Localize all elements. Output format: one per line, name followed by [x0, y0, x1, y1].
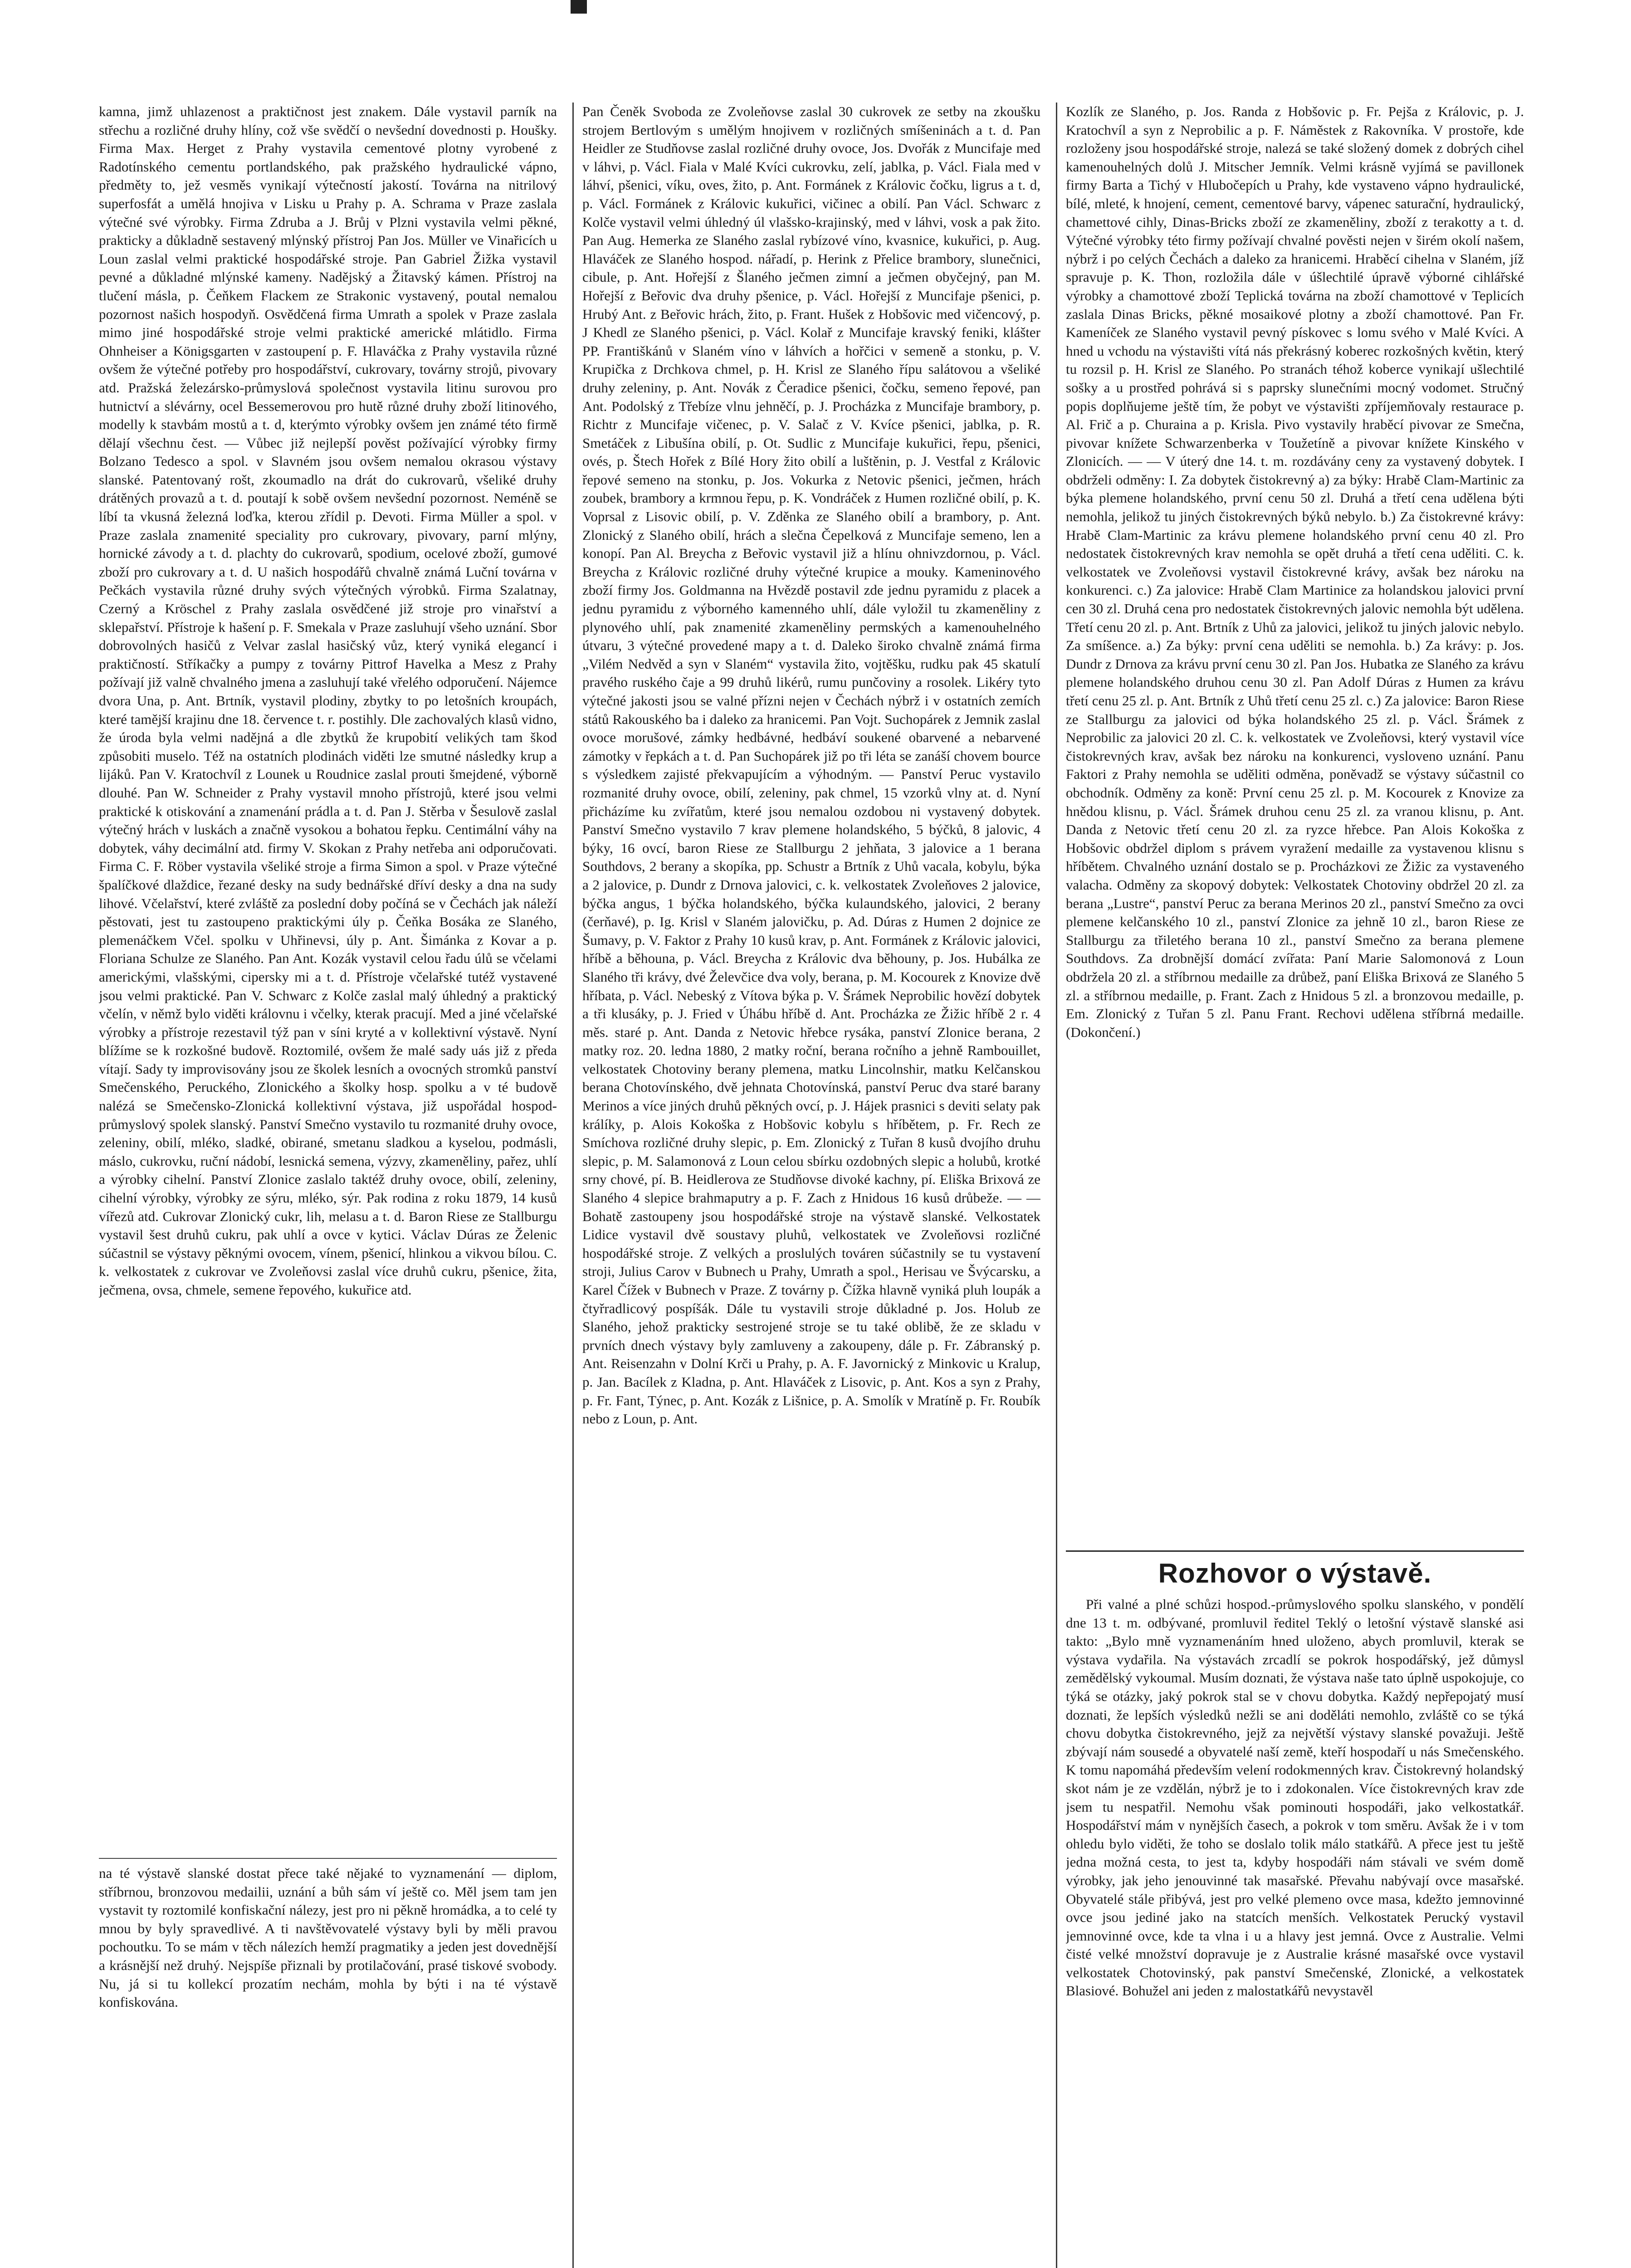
page-top-mark — [571, 0, 587, 14]
column-2-text: Pan Čeněk Svoboda ze Zvoleňovse zaslal 30 cukrovek ze setby na zkoušku strojem Bertlovým s umělým hnojivem v rozličných smíšeninách a t. d. Pan Heidler ze Studňovse zaslal rozličné druhy ovoce, Jos. Dvořák z Muncifaje med v láhvi, p. Václ. Fiala v Malé Kvíci cukrovku, zelí, jablka, p. Václ. Fiala med v láhví, pšenici, víku, oves, žito, p. Ant. Formánek z Královic čočku, ligrus a t. d, p. Václ. Formánek z Královic kukuřici, vičinec a obilí. Pan Václ. Schwarc z Kolče vystavil velmi úhledný úl vlašsko-krajinský, med v láhvi, vosk a pak žito. Pan Aug. Hemerka ze Slaného zaslal rybízové víno, kvasnice, kukuřici, p. Aug. Hlaváček ze Slaného hospod. nářadí, p. Herink z Přelice brambory, slunečnici, cibule, p. Ant. Hořejší z Šlaného ječmen zimní a ječmen obyčejný, pan M. Hořejší z Beřovic dva druhy pšenice, p. Václ. Hořejší z Muncifaje pšenici, p. Hrubý Ant. z Beřovic hrách, žito, p. Frant. Hušek z Hobšovic med vičencový, p. J Khedl ze Slaného pšenici, p. Václ. Kolař z Muncifaje kravský feniki, klášter PP. Františkánů v Slaném víno v láhvích a hořčici v semeně a stonku, p. V. Krupička z Drchkova chmel, p. H. Krisl ze Slaného řípu salátovou a všeliké druhy zeleniny, p. Ant. Novák z Čeradice pšenici, čočku, semeno řepové, pan Ant. Podolský z Třebíze vlnu jehněčí, p. J. Procházka z Muncifaje brambory, p. Richtr z Muncifaje vičenec, p. V. Salač z V. Kvíce pšenici, jablka, p. R. Smetáček z Libušína obilí, p. Ot. Sudlic z Muncifaje kukuřici, řepu, pšenici, ovés, p. Štech Hořek z Bílé Hory žito obilí a luštěnin, p. J. Vestfal z Královic řepové semeno na stonku, p. Jos. Vokurka z Netovic pšenici, ječmen, hrách zoubek, brambory a krmnou řepu, p. K. Vondráček z Humen rozličné obilí, p. K. Voprsal z Lisovic obilí, p. V. Zděnka ze Slaného obilí a brambory, p. Ant. Zlonický z Slaného obilí, hrách a slečna Čepelková z Muncifaje semeno, len a konopí. Pan Al. Breycha z Beřovic vystavil již a hlínu ohnivzdornou, p. Václ. Breycha z Královic rozličné druhy výtečné krupice a mouky. Kameninového zboží firmy Jos. Goldmanna na Hvězdě postavil zde jednu pyramidu z placek a jednu pyramidu z výborného kamenného uhlí, dále vyložil tu zkameněliny z plynového uhlí, pak znamenité zkameněliny permských a kamenouhelného útvaru, 3 výtečné provedené mapy a t. d. Daleko široko chvalně známá firma „Vilém Nedvěd a syn v Slaném“ vystavila žito, vojtěšku, rudku pak 45 skatulí pravého ruského čaje a 99 druhů likérů, rumu punčoviny a rosolek. Likéry tyto výtečné jakosti jsou se valné přízni nejen v Čechách nýbrž i v ostatních zemích států Rakouského ba i daleko za hranicemi. Pan Vojt. Suchopárek z Jemnik zaslal ovoce morušové, zámky hedbávné, hedbáví soukené obarvené a nebarvené zámotky v řepkách a t. d. Pan Suchopárek již po tři léta se zanáší chovem bource s výsledkem zajisté překvapujícím a výhodným. — Panství Peruc vystavilo rozmanité druhy ovoce, obilí, zeleniny, pak chmel, 15 vzorků vlny at. d. Nyní přicházíme ku zvířatům, které jsou nemalou ozdobou ni vystavený dobytek. Panství Smečno vystavilo 7 krav plemene holandského, 5 býčků, 8 jalovic, 4 býky, 16 ovcí, baron Riese ze Stallburgu 2 jehňata, 3 jalovice a 1 berana Southdovs, 2 berany a skopíka, pp. Schustr a Brtník z Uhů vacala, kobylu, býka a 2 jalovice, p. Dundr z Drnova jalovici, c. k. velkostatek Zvoleňoves 2 jalovice, býčka angus, 1 býčka holandského, býčka kulaundského, jalovici, 2 berany (čerňavé), p. Ig. Krisl v Slaném jalovičku, p. Ad. Dúras z Humen 2 dojnice ze Šumavy, p. V. Faktor z Prahy 10 kusů krav, p. Ant. Formánek z Královic jalovici, hříbě a běhouna, p. Václ. Breycha z Královic dva běhouny, p. Jos. Hubálka ze Slaného tři krávy, dvé Želevčice dva voly, berana, p. M. Kocourek z Knovize dvě hříbata, p. Václ. Nebeský z Vítova býka p. V. Šrámek Neprobilic hovězí dobytek a tři klusáky, p. J. Fried v Úhábu hříbě d. Ant. Procházka ze Žižic hříbě 2 r. 4 měs. staré p. Ant. Danda z Netovic hřebce rysáka, panství Zlonice berana, 2 matky roz. 20. ledna 1880, 2 matky roční, berana ročního a jehně Rambouillet, velkostatek Chotoviny berany plemena, matku Lincolnshir, matku Kelčanskou berana Chotovínského, dvě jehnata Chotovínská, panství Peruc dva staré barany Merinos a více jiných druhů pěkných ovcí, p. J. Hájek prasnici s deviti selaty pak králíky, p. Alois Kokoška z Hobšovic kobylu s hříbětem, p. Fr. Rech ze Smíchova rozličné druhy slepic, p. Em. Zlonický z Tuřan 8 kusů dvojího druhu slepic, p. M. Salamonová z Loun celou sbírku ozdobných slepic a holubů, krotké srny chové, pí. B. Heidlerova ze Studňovse divoké kachny, pí. Eliška Brixová ze Slaného 4 slepice brahmaputry a p. F. Zach z Hnidous 16 kusů drůbeže. — — Bohatě zastoupeny jsou hospodářské stroje na výstavě slanské. Velkostatek Lidice vystavil dvě soustavy pluhů, velkostatek ve Zvoleňovsi rozličné hospodářské stroje. Z velkých a proslulých továren súčastnily se tu vystavení stroji, Julius Carov v Bubnech u Prahy, Umrath a spol., Herisau ve Švýcarsku, a Karel Čížek v Bubnech v Praze. Z továrny p. Čížka hlavně vyniká pluh loupák a čtyřradlicový pospíšák. Dále tu vystavili stroje důkladné p. Jos. Holub ze Slaného, jehož prakticky sestrojené stroje se tu také oblibě, že ze skladu v prvních dnech výstavy byly zamluveny a zakoupeny, dále p. Fr. Zábranský p. Ant. Reisenzahn v Dolní Krči u Prahy, p. A. F. Javornický z Minkovic u Kralup, p. Jan. Bacílek z Kladna, p. Ant. Hlaváček z Lisovic, p. Ant. Kos a syn z Prahy, p. Fr. Fant, Týnec, p. Ant. Kozák z Lišnice, p. A. Smolík v Mratíně p. Fr. Roubík nebo z Loun, p. Ant. — [582, 103, 1040, 1427]
column-1-lower — [99, 1864, 557, 2268]
column-1-text: kamna, jimž uhlazenost a praktičnost jest znakem. Dále vystavil parník na střechu a rozličné druhy hlíny, což vše svědčí o nevšední dovednosti p. Houšky. Firma Max. Herget z Prahy vystavila cementové plotny vyrobené z Radotínského cementu portlandského, pak pražského hydraulické vápno, předměty to, jež vesměs vynikají výtečností jakostí. Továrna na nitrilový superfosfát a umělá hnojiva v Lisku u Prahy p. A. Schrama v Praze zaslala výtečné své výrobky. Firma Zdruba a J. Brůj v Plzni vystavila velmi pěkné, prakticky a důkladně sestavený mlýnský přístroj Pan Jos. Müller ve Vinařicích u Loun zaslal velmi praktické hospodářské stroje. Pan Gabriel Žižka vystavil pevné a důkladné mlýnské kameny. Nadějský a Žitavský kámen. Přístroj na tlučení másla, p. Čeňkem Flackem ze Strakonic vystavený, poutal nemalou pozornost našich hospodyň. Osvědčená firma Umrath a spolek v Praze zaslala mimo jiné hospodářské stroje velmi praktické americké mlátidlo. Firma Ohnheiser a Königsgarten v zastoupení p. F. Hlaváčka z Prahy vystavila různé ovšem že výtečné potřeby pro hospodářství, cukrovary, továrny strojů, pivovary atd. Pražská železársko-průmyslová společnost vystavila litinu surovou pro hutnictví a slévárny, ocel Bessemerovou pro hutě různé druhy zboží litinového, modelly k stavbám mostů a t. d, kterýmto výrobky ovšem jen známé této firmě dělají všechnu čest. — Vůbec již nejlepší pověst požívající výrobky firmy Bolzano Tedesco a spol. v Slavném jsou ovšem nemalou okrasou výstavy slanské. Patentovaný rošt, zkoumadlo na drát do cukrovarů, všeliké druhy drátěných provazů a t. d. poutají k sobě ovšem nevšední pozornost. Neméně se líbí ta vkusná železná loďka, kterou zřídil p. Devoti. Firma Müller a spol. v Praze zaslala znamenité speciality pro cukrovary, pivovary, parní mlýny, hornické závody a t. d. plachty do cukrovarů, spodium, ocelové zboží, gumové zboží pro cukrovary a t. d. U našich hospodářů chvalně známá Luční továrna v Pečkách vystavila různé druhy svých výtečných výrobků. Firma Szalatnay, Czerný a Kröschel z Prahy zaslala osvědčené již stroje pro vinařství a sklepařství. Přístroje k hašení p. F. Smekala v Praze zasluhují všeho uznání. Sbor dobrovolných hasičů z Velvar zaslal hasičský vůz, který vyniká elegancí i praktičností. Stříkačky a pumpy z továrny Pittrof Havelka a Mesz z Prahy požívají již valně chvalného jmena a zasluhují také vřelého odporučení. Nájemce dvora Una, p. Ant. Brtník, vystavil plodiny, zbytky to po letošních kroupách, které tamější krajinu dne 18. července t. r. postihly. Dle zachovalých klasů vidno, že úroda byla velmi nadějná a dle zbytků že krupobití velikých tam škod způsobiti muselo. Též na ostatních plodinách viděti lze smutné následky krup a lijáků. Pan V. Kratochvíl z Lounek u Roudnice zaslal prouti šmejdené, výborně dlouhé. Pan W. Schneider z Prahy vystavil mnoho přístrojů, které jsou velmi praktické k otiskování a znamenání prádla a t. d. Pan J. Stěrba v Šesulově zaslal výtečný hrách v luskách a značně vysokou a bohatou řepku. Centimální váhy na dobytek, váhy decimální atd. firmy V. Skokan z Prahy netřeba ani odporučovati. Firma C. F. Röber vystavila všeliké stroje a firma Simon a spol. v Praze výtečné špalíčkové dlaždice, řezané desky na sudy bednářské dříví desky a dna na sudy lihové. Včelařství, které zvláště za poslední doby počíná se v Čechách jak náleží pěstovati, jest tu zastoupeno praktickými úly p. Čeňka Bosáka ze Slaného, plemenáčkem Včel. spolku v Uhřinevsi, úly p. Ant. Šimánka z Kovar a p. Floriana Schulze ze Slaného. Pan Ant. Kozák vystavil celou řadu úlů se včelami americkými, vlašskými, cipersky mi a t. d. Přístroje včelařské tutéž vystavené jsou velmi praktické. Pan V. Schwarc z Kolče zaslal malý úhledný a praktický včelín, v němž bylo viděti královnu i včelky, kterak pracují. Med a jiné včelařské výrobky a přístroje rezestavil týž pan v síni kryté a v kollektivní výstavě. Nyní blížíme se k rozkošné budově. Roztomilé, ovšem že malé sady uás již z předa vítají. Sady ty improvisovány jsou ze školek lesních a ovocných stromků panství Smečenského, Peruckého, Zlonického a školky hosp. spolku a v té budově nalézá se Smečensko-Zlonická kollektivní výstava, již uspořádal hospod-průmyslový spolek slanský. Panství Smečno vystavilo tu rozmanité druhy ovoce, zeleniny, obilí, mléko, sladké, obirané, smetanu sladkou a kyselou, podmásli, máslo, cukrovku, ruční nádobí, lesnická semena, výzvy, zkameněliny, pařez, uhlí a výrobky cihelní. Panství Zlonice zaslalo taktéž druhy ovoce, obilí, zeleniny, cihelní výrobky, výrobky ze sýru, mléko, sýr. Pak rodina z roku 1879, 14 kusů vířezů atd. Cukrovar Zlonický cukr, lih, melasu a t. d. Baron Riese ze Stallburgu vystavil šest druhů cukru, pak uhlí a ovce v kytici. Václav Dúras ze Želenic súčastnil se výstavy pěknými ovocem, vínem, pšenicí, hlinkou a vikvou bílou. C. k. velkostatek z cukrovar ve Zvoleňovsi zaslal více druhů cukru, pšenice, žita, ječmena, ovsa, chmele, semene řepového, kukuřice atd. — [99, 103, 557, 1298]
section-divider — [1066, 1550, 1524, 1552]
column-2 — [582, 103, 1040, 2268]
column-1 — [99, 103, 557, 2268]
column-3-upper — [1066, 103, 1524, 1546]
column-1-upper — [99, 103, 557, 1854]
column-3-article-text: Při valné a plné schůzi hospod.-průmyslového spolku slanského, v pondělí dne 13 t. m. odbývané, promluvil ředitel Teklý o letošní výstavě slanské asi takto: „Bylo mně vyznamenáním hned uloženo, abych promluvil, kterak se výstava vydařila. Na výstavách zrcadlí se pokrok hospodářský, jež důmysl zemědělský vykoumal. Musím doznati, že výstava naše tato úplně uspokojuje, co týká se otázky, jaký pokrok stal se v chovu dobytka. Každý nepřepojatý musí doznati, že lepších výsledků nežli se ani doděláti nemohlo, zvláště co se týká chovu dobytka čistokrevného, jejž za největší výstavy slanské považuji. Ještě zbývají nám sousedé a obyvatelé naší země, kteří hospodaří u nás Smečenského. K tomu napomáhá především velení rodokmenných krav. Čistokrevný holandský skot nám je ze vzdělán, nýbrž je to i zdokonalen. Více čistokrevných krav zde jsem tu nespatřil. Nemohu však pominouti hospodáři, jako velkostatkář. Hospodářství mám v nynějších časech, a pokrok v tom směru. Avšak že i v tom ohledu bylo viděti, že toho se doslalo tolik málo statkářů. A přece jest tu ještě jedna možná cesta, to jest ta, kdyby hospodáři nám stávali ve svém domě výrobky, jak jeho jenouvinné tak masařské. Převahu nabývají ovce masařské. Obyvatelé stále přibývá, jest pro velké plemeno ovce masa, kdežto jemnovinné ovce jsou jediné jako na statcích menších. Velkostatek Perucký vystavil jemnovinné ovce, kde ta vlna i u a hlavy jest jemná. Ovce z Australie. Velmi čisté velké množství dopravuje je z Australie krásné masařské ovce vystavil velkostatek Chotovinský, pak panství Smečenské, Zlonické, a velkostatek Blasiové. Bohužel ani jeden z malostatkářů nevystavěl — [1066, 1596, 1524, 1999]
column-1-feuilleton-text: na té výstavě slanské dostat přece také nějaké to vyznamenání — diplom, stříbrnou, bronzovou medailii, uznání a bůh sám ví ještě co. Měl jsem tam jen vystavit ty roztomilé konfiskační nálezy, jest pro ni pěkně hromádka, a to celé ty mnou by byly spravedlivé. A ti navštěvovatelé výstavy byli by měli pravou pochoutku. To se mám v těch nálezích hemží pragmatiky a jeden jest dovednější a krásnější než druhý. Nejspíše přiznali by protilačování, prasé tiskové svobody. Nu, já si tu kollekcí prozatím nechám, mohla by býti i na té výstavě konfiskována. — [99, 1865, 557, 2010]
column-1-divider — [99, 1858, 557, 1859]
column-rule-1 — [572, 103, 574, 2268]
column-rule-2 — [1056, 103, 1057, 2268]
column-3-lower — [1066, 1595, 1524, 2268]
section-heading: Rozhovor o výstavě. — [1158, 1558, 1432, 1589]
column-3 — [1066, 103, 1524, 2268]
column-3-text: Kozlík ze Slaného, p. Jos. Randa z Hobšovic p. Fr. Pejša z Královic, p. J. Kratochvíl a syn z Neprobilic a p. F. Náměstek z Rakovníka. V prostoře, kde rozloženy jsou hospodářské stroje, nalezá se také složený domek z dobrých cihel kamenouhelných dolů J. Mitscher Jemník. Velmi krásně vyjímá se pavillonek firmy Barta a Tichý v Hlubočepích u Prahy, kde vystaveno vápno hydraulické, bílé, mleté, k hnojení, cement, cementové barvy, vápenec saturační, hydraulický, chamettové cihly, Dinas-Bricks zboží ze zkameněliny, zboží z terakotty a t. d. Výtečné výrobky této firmy požívají chvalné pověsti nejen v širém okolí našem, nýbrž i po celých Čechách a daleko za hranicemi. Hraběcí cihelna v Slaném, jíž spravuje p. K. Thon, rozložila dále v úšlechtilé úpravě výborné cihlářské výrobky a chamottové zboží Teplická továrna na zboží chamottové v Teplicích zaslala Dinas Bricks, pěkné mosaikové plotny a zboží chamottové. Pan Fr. Kameníček ze Slaného vystavil pevný pískovec s lomu svého v Malé Kvíci. A hned u vchodu na výstavišti vítá nás překrásný koberec rozkošných květin, který tu rozsil p. H. Krisl ze Slaného. Po stranách téhož koberce vynikají ušlechtilé sošky a u prostřed pohrává si s paprsky slunečními mocný vodomet. Stručný popis doplňujeme ještě tím, že pobyt ve výstavišti zpříjemňovaly restaurace p. Al. Frič a p. Churaina a p. Krisla. Pivo vystavily hraběcí pivovar ze Smečna, pivovar knížete Schwarzenberka v Toužetíně a pivovar knížete Kinského v Zlonicích. — — V úterý dne 14. t. m. rozdávány ceny za vystavený dobytek. I obdrželi odměny: I. Za dobytek čistokrevný a) za býky: Hrabě Clam-Martinic za býka plemene holandského, první cenu 50 zl. Druhá a třetí cena udělena býti nemohla, jelikož tu jiných čistokrevných býků nebylo. b.) Za čistokrevné krávy: Hrabě Clam-Martinic za krávu plemene holandského první cenu 40 zl. Pro nedostatek čistokrevných krav nemohla se opět druhá a třetí cena uděliti. C. k. velkostatek ve Zvoleňovsi vystavil čistokrevné krávy, avšak bez nároku na konkurenci. c.) Za jalovice: Hrabě Clam Martinice za holandskou jalovici první cen 30 zl. Druhá cena pro nedostatek čistokrevných jalovic nemohla být udělena. Třetí cenu 20 zl. p. Ant. Brtník z Uhů za jalovici, jelikož tu jiných jalovic nebylo. Za smíšence. a.) Za býky: první cena uděliti se nemohla. b.) Za krávy: p. Jos. Dundr z Drnova za krávu první cenu 30 zl. Pan Jos. Hubatka ze Slaného za krávu plemene holandského druhou cenu 30 zl. Pan Adolf Dúras z Humen za krávu třetí cenu 25 zl. p. Ant. Brtník z Uhů třetí cenu 25 zl. c.) Za jalovice: Baron Riese ze Stallburgu za jalovici od býka holandského 25 zl. p. Václ. Šrámek z Neprobilic za jalovici 20 zl. C. k. velkostatek ve Zvoleňovsi, který vystavil více čistokrevných krav, avšak bez nároku na konkurenci, vysloveno uznání. Panu Faktori z Prahy nemohla se uděliti odměna, poněvadž se výstavy súčastnil co obchodník. Odměny za koně: První cenu 25 zl. p. M. Kocourek z Knovize za hnědou klisnu, p. Václ. Šrámek druhou cenu 25 zl. za vranou klisnu, p. Ant. Danda z Netovic třetí cenu 20 zl. za ryzce hřebce. Pan Alois Kokoška z Hobšovic obdržel diplom s právem vyražení medaille za vystavenou klisnu s hříbětem. Chvalného uznání dostalo se p. Procházkovi ze Žižic za vystaveného valacha. Odměny za skopový dobytek: Velkostatek Chotoviny obdržel 20 zl. za berana „Lustre“, panství Peruc za berana Merinos 20 zl., panství Smečno za ovci plemene kelčanského 10 zl., panství Zlonice za jehně 10 zl., baron Riese ze Stallburgu za třiletého berana 10 zl., panství Smečno za berana plemene Southdovs. Za drobnější domácí zvířata: Paní Marie Salomonová z Loun obdržela 20 zl. a stříbrnou medaille za drůbež, paní Eliška Brixová ze Slaného 5 zl. a stříbrnou medaille, p. Frant. Zach z Hnidous 5 zl. a bronzovou medaille, p. Em. Zlonický z Tuřan 5 zl. Panu Frant. Rechovi udělena stříbrná medaille. (Dokončení.) — [1066, 103, 1524, 1040]
